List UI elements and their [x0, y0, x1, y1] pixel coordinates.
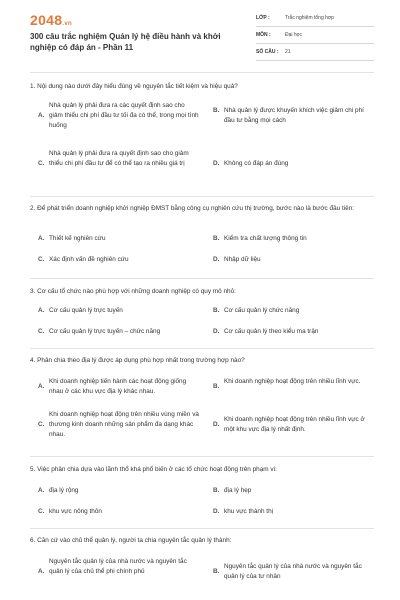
option-text: Xác định vấn đề nghiên cứu	[49, 256, 129, 263]
meta-row-class	[256, 10, 374, 27]
option-text: Khi doanh nghiệp hoạt động trên nhiều lĩnh vực.	[224, 378, 361, 385]
option-text: Khi doanh nghiệp hoạt động trên nhiều lĩnh vực ở một khu vực địa lý nhất định.	[224, 416, 365, 433]
question-body: Việc phân chia dựa vào lãnh thổ khá phổ biến ở các tổ chức hoạt động trên phạm vi:	[37, 466, 277, 473]
option-letter: D.	[213, 328, 220, 335]
option-letter: C.	[38, 508, 45, 515]
option-letter: C.	[38, 160, 45, 167]
option-letter: A.	[38, 568, 45, 575]
option-letter: D.	[213, 160, 220, 167]
option-text: Nhập dữ liệu	[224, 256, 261, 263]
option-text: Nguyên tắc quản lý của nhà nước và nguyên tắc quản lý của tư nhân	[224, 563, 362, 580]
option-letter: D.	[213, 256, 220, 263]
question-body: Phân chia theo địa lý được áp dụng phù hợp nhất trong trường hợp nào?	[37, 357, 245, 364]
option-text: Khi doanh nghiệp tiến hành các hoạt động giống nhau ở các khu vực địa lý khác nhau.	[49, 378, 187, 395]
option-letter: B.	[213, 487, 220, 494]
question-number: 6.	[30, 537, 36, 544]
option-text: Thiết kế nghiên cứu	[49, 235, 106, 242]
option-text: Khi doanh nghiệp hoạt động trên nhiều vùng miền và thương kinh doanh những sản phẩm đa dạng khác nhau.	[49, 411, 199, 438]
option-letter: D.	[213, 508, 220, 515]
question-3	[0, 278, 400, 346]
option-letter: C.	[38, 421, 45, 428]
option-text: Nhà quản lý phải đưa ra quyết định sao cho giảm thiểu chi phí đầu tư để có thể tạo ra nhiều giá trị	[49, 150, 189, 167]
option-text: Nhà quản lý phải đưa ra các quyết định sao cho giảm thiểu chi phí đầu tư tối đa có thể, trong mọi tình huống	[49, 102, 199, 129]
option-letter: A.	[38, 487, 45, 494]
option-text: Cơ cấu quản lý trực tuyến	[49, 307, 123, 314]
question-text	[30, 82, 366, 92]
meta-row-subject	[256, 27, 374, 44]
question-body: Nội dung nào dưới đây hiểu đúng về nguyên tắc tiết kiệm và hiệu quả?	[37, 83, 238, 90]
document-meta	[256, 10, 374, 61]
option-letter: B.	[213, 107, 220, 114]
option-letter: C.	[38, 256, 45, 263]
option-letter: B.	[213, 568, 220, 575]
option-text: Nhà quản lý được khuyến khích việc giảm chi phí đầu tư bằng mọi cách	[224, 107, 364, 124]
option-letter: A.	[38, 383, 45, 390]
question-text	[30, 287, 366, 297]
question-text	[30, 536, 366, 546]
option-letter: A.	[38, 307, 45, 314]
question-body: Để phát triển doanh nghiệp khởi nghiệp ĐMST bằng công cụ nghiên cứu thị trường, bước nào là bước đầu tiên:	[37, 205, 355, 212]
option-text: Kiểm tra chất lượng thông tin	[224, 235, 307, 242]
question-2	[0, 196, 400, 276]
meta-subject-value: Đại học	[285, 32, 302, 38]
meta-row-count	[256, 44, 374, 61]
document-header	[0, 0, 400, 66]
question-body: Cơ cấu tổ chức nào phù hợp với những doanh nghiệp có quy mô nhỏ:	[37, 288, 236, 295]
option-text: Cơ cấu quản lý theo kiểu ma trận	[224, 328, 319, 335]
question-number: 4.	[30, 357, 36, 364]
question-text	[30, 204, 374, 214]
option-letter: A.	[38, 235, 45, 242]
question-number: 2.	[30, 205, 36, 212]
question-1	[0, 72, 400, 172]
option-letter: A.	[38, 112, 45, 119]
option-letter: B.	[213, 307, 220, 314]
logo-suffix: .vn	[62, 21, 72, 27]
meta-count-value: 21	[285, 49, 291, 55]
logo-text: 2048	[30, 12, 63, 28]
question-text	[30, 465, 366, 475]
option-text: địa lý rộng	[49, 487, 79, 494]
meta-class-value: Trắc nghiệm tổng hợp	[285, 15, 334, 21]
option-text: Nguyên tắc quản lý của nhà nước và nguyên tắc quản lý của chủ thể phi chính phủ	[49, 558, 187, 575]
question-divider	[30, 528, 374, 529]
question-number: 5.	[30, 466, 36, 473]
question-divider	[30, 456, 374, 457]
option-text: khu vực thành thị	[224, 508, 274, 515]
question-text	[30, 356, 366, 366]
document-title: 300 câu trắc nghiệm Quản lý hệ điều hành và khởi nghiệp có đáp án - Phần 11	[30, 32, 221, 52]
question-number: 1.	[30, 83, 36, 90]
question-divider	[30, 196, 374, 197]
question-divider	[30, 348, 374, 349]
option-text: Cơ cấu quản lý trực tuyến – chức năng	[49, 328, 161, 335]
site-logo[interactable]	[30, 12, 72, 28]
question-6	[0, 528, 400, 600]
question-5	[0, 456, 400, 526]
option-text: khu vực nông thôn	[49, 508, 102, 515]
meta-subject-label: MÔN :	[256, 32, 271, 38]
question-divider	[30, 72, 374, 73]
question-number: 3.	[30, 288, 36, 295]
meta-count-label: SỐ CÂU :	[256, 49, 279, 55]
option-letter: B.	[213, 383, 220, 390]
question-body: Căn cứ vào chủ thể quản lý, người ta chia nguyên tắc quản lý thành:	[37, 537, 232, 544]
meta-class-label: LỚP :	[256, 15, 270, 21]
option-letter: B.	[213, 235, 220, 242]
option-letter: D.	[213, 421, 220, 428]
option-letter: C.	[38, 328, 45, 335]
option-text: Không có đáp án đúng	[224, 160, 289, 167]
option-text: địa lý hẹp	[224, 487, 252, 494]
option-text: Cơ cấu quản lý chức năng	[224, 307, 300, 314]
question-4	[0, 348, 400, 454]
question-divider	[30, 278, 374, 279]
